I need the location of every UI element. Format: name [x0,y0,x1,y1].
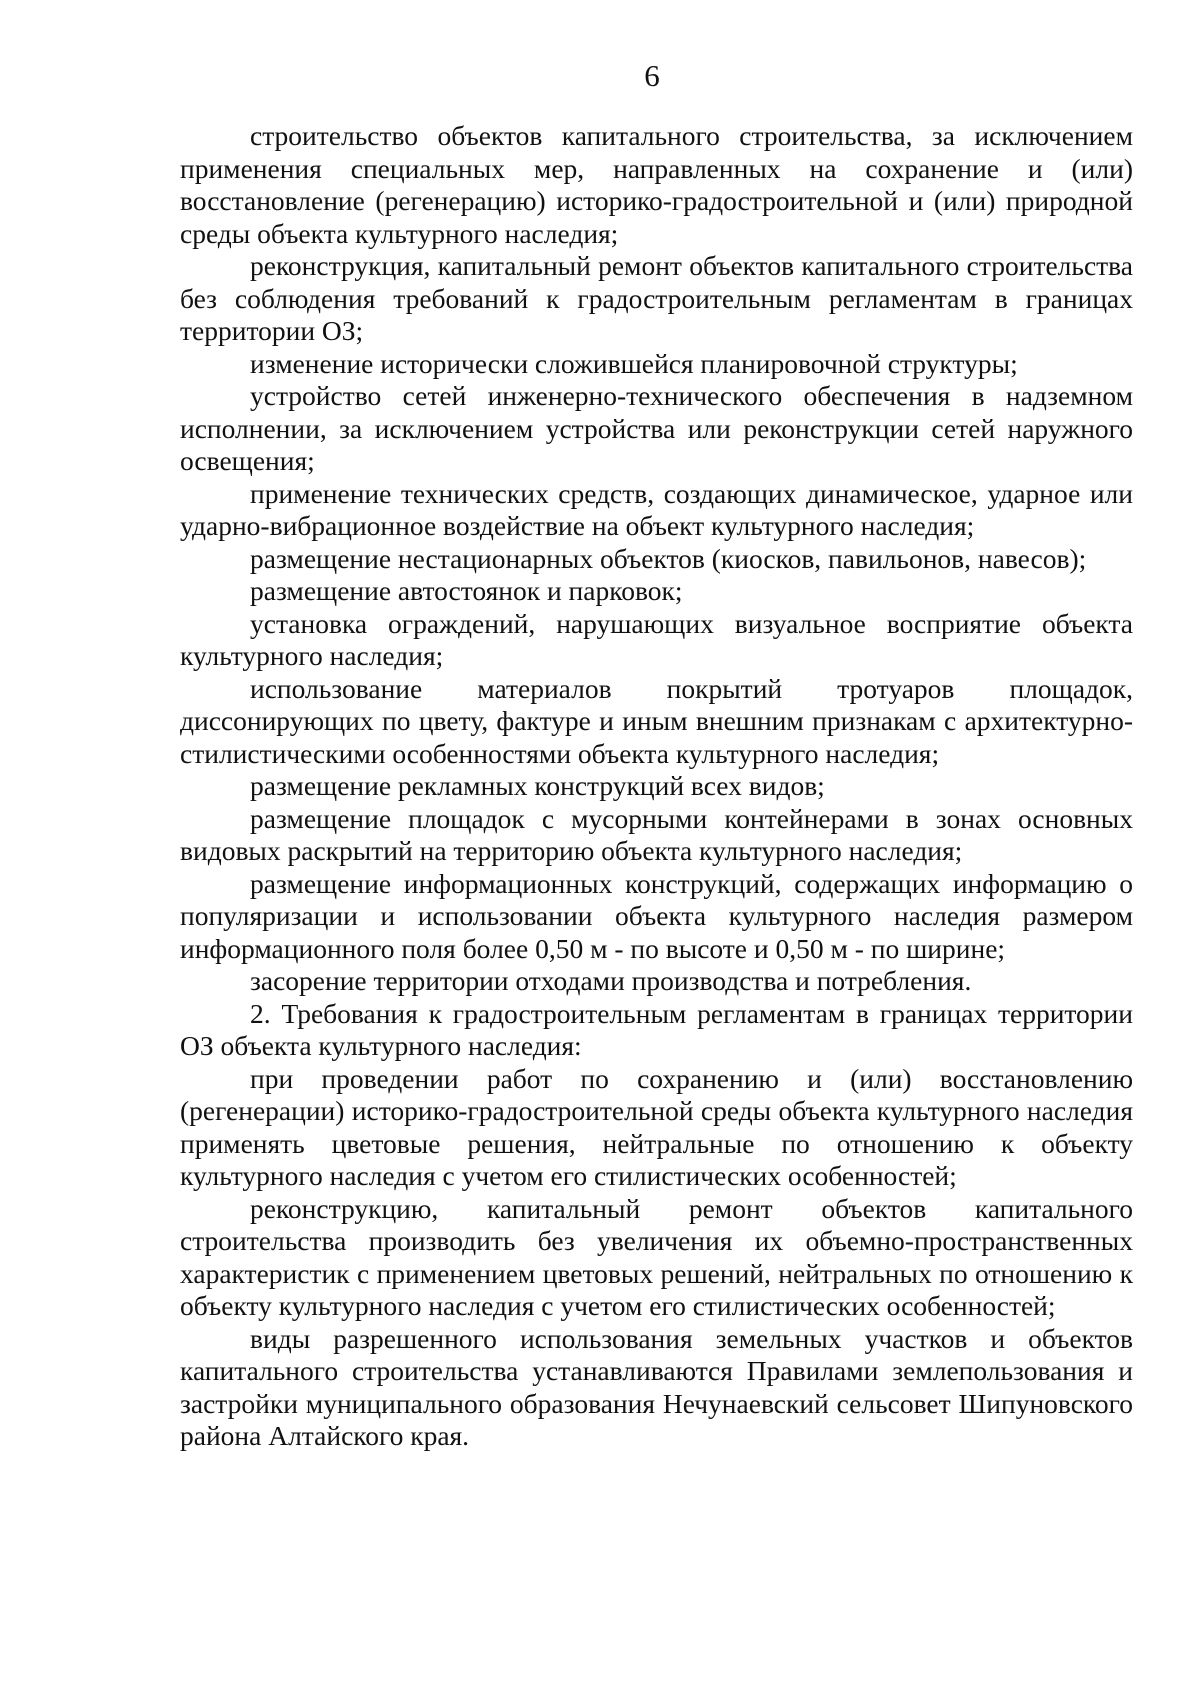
section-heading-paragraph: 2. Требования к градостроительным регламентам в границах территории ОЗ объекта культурного наследия: [180,997,1133,1061]
paragraph: устройство сетей инженерно-технического обеспечения в надземном исполнении, за исключением устройства или реконструкции сетей наружного освещения; [180,380,1133,476]
paragraph: размещение площадок с мусорными контейнерами в зонах основных видовых раскрытий на территорию объекта культурного наследия; [180,802,1133,866]
paragraph: строительство объектов капитального строительства, за исключением применения специальных мер, направленных на сохранение и (или) восстановление (регенерацию) историко-градостроительной и (или) природной среды объекта культурного наследия; [180,120,1133,249]
paragraph: использование материалов покрытий тротуаров площадок, диссонирующих по цвету, фактуре и иным внешним признакам с архитектурно-стилистическими особенностями объекта культурного наследия; [180,672,1133,769]
paragraph: применение технических средств, создающих динамическое, ударное или ударно-вибрационное воздействие на объект культурного наследия; [180,477,1133,541]
paragraph: размещение информационных конструкций, содержащих информацию о популяризации и использовании объекта культурного наследия размером информационного поля более 0,50 м - по высоте и 0,50 м - по ширине; [180,867,1133,964]
paragraph: виды разрешенного использования земельных участков и объектов капитального строительства устанавливаются Правилами землепользования и застройки муниципального образования Нечунаевский сельсовет Шипуновского района Алтайского края. [180,1322,1133,1451]
paragraph: реконструкцию, капитальный ремонт объектов капитального строительства производить без увеличения их объемно-пространственных характеристик с применением цветовых решений, нейтральных по отношению к объекту культурного наследия с учетом его стилистических особенностей; [180,1192,1133,1321]
paragraph: изменение исторически сложившейся планировочной структуры; [250,347,1018,379]
paragraph: размещение рекламных конструкций всех видов; [250,770,825,801]
paragraph: размещение нестационарных объектов (киосков, павильонов, навесов); [250,542,1087,574]
paragraph: при проведении работ по сохранению и (или) восстановлению (регенерации) историко-градостроительной среды объекта культурного наследия применять цветовые решения, нейтральные по отношению к объекту культурного наследия с учетом его стилистических особенностей; [180,1062,1133,1191]
paragraph: засорение территории отходами производства и потребления. [250,965,972,996]
document-body [180,120,1133,1453]
paragraph: реконструкция, капитальный ремонт объектов капитального строительства без соблюдения требований к градостроительным регламентам в границах территории ОЗ; [180,250,1133,346]
page-number: 6 [644,58,660,93]
paragraph: размещение автостоянок и парковок; [250,575,683,606]
paragraph: установка ограждений, нарушающих визуальное восприятие объекта культурного наследия; [180,607,1133,671]
